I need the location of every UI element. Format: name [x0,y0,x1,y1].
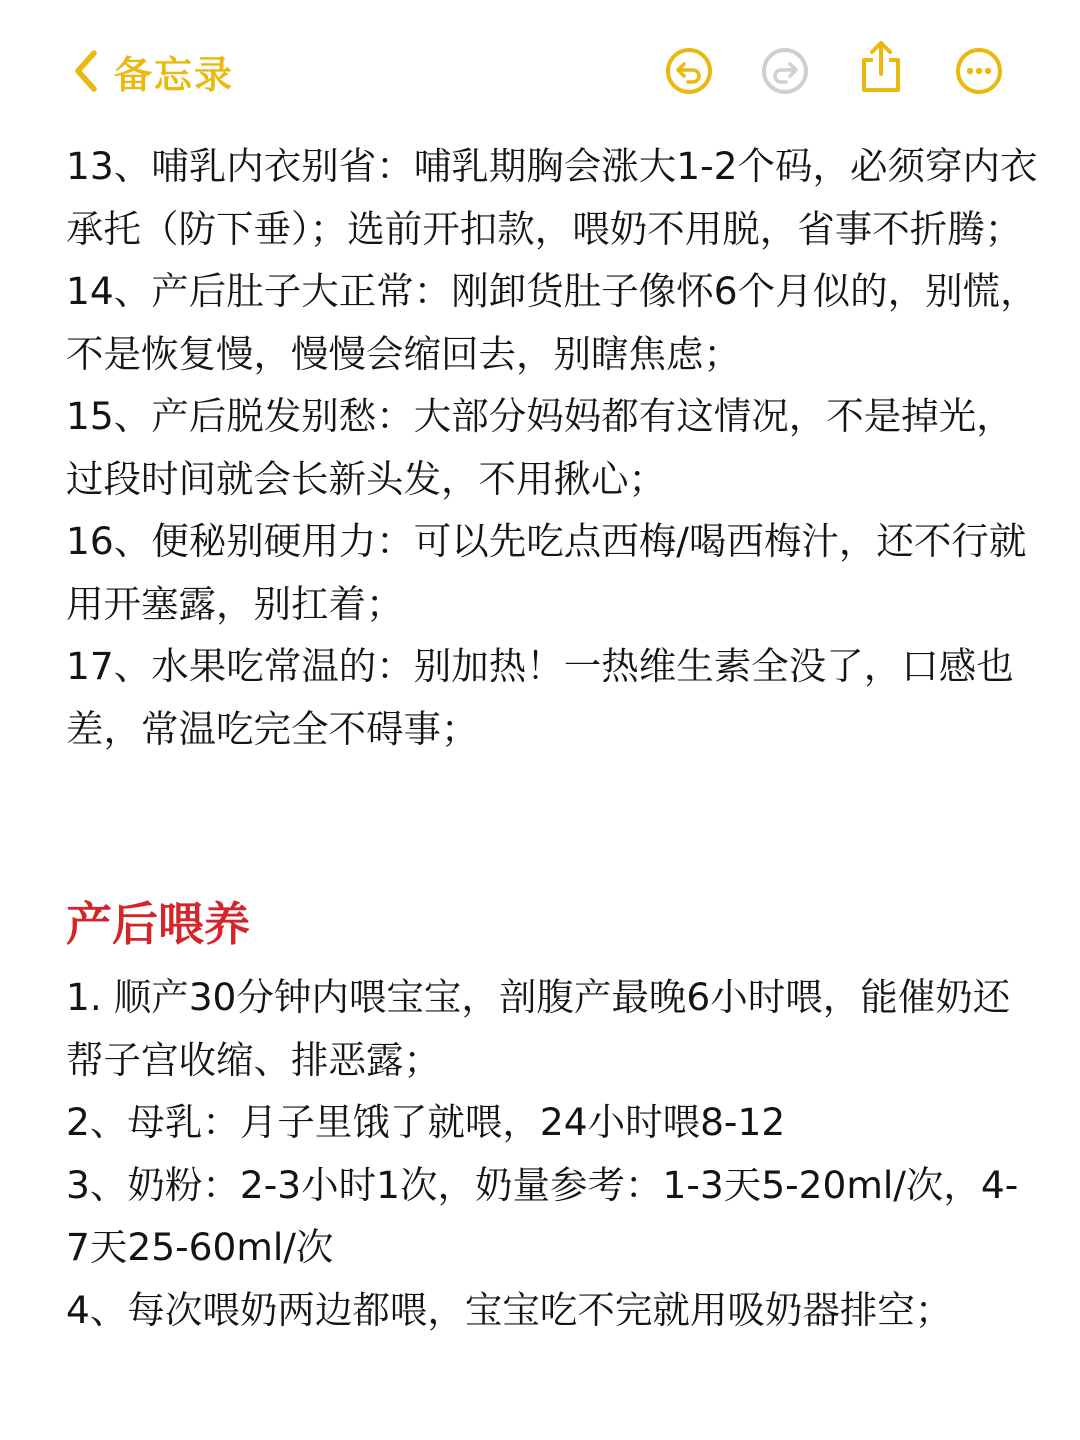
redo-icon[interactable] [760,46,810,96]
note-item-15: 15、产后脱发别愁：大部分妈妈都有这情况，不是掉光，过段时间就会长新头发，不用揪心； [66,394,1014,501]
section-heading: 产后喂养 [66,897,250,951]
chevron-left-icon [72,49,100,93]
more-icon[interactable] [954,46,1004,96]
note-body-top[interactable] [66,135,1041,760]
note-item-14: 14、产后肚子大正常：刚卸货肚子像怀6个月似的，别慌，不是恢复慢，慢慢会缩回去，别瞎焦虑； [66,269,1038,376]
note-body-bottom[interactable] [66,966,1041,1341]
note-item-17: 17、水果吃常温的：别加热！一热维生素全没了，口感也差，常温吃完全不碍事； [66,644,1014,751]
feeding-item-1: 1. 顺产30分钟内喂宝宝，剖腹产最晚6小时喂，能催奶还帮子宫收缩、排恶露； [66,975,1011,1082]
back-label: 备忘录 [114,52,235,97]
share-icon[interactable] [856,40,906,96]
back-button[interactable] [72,44,234,98]
feeding-item-3: 3、奶粉：2-3小时1次，奶量参考：1-3天5-20ml/次，4-7天25-60ml/次 [66,1162,1019,1269]
feeding-item-4: 4、每次喂奶两边都喂，宝宝吃不完就用吸奶器排空； [66,1287,953,1332]
feeding-item-2: 2、母乳：月子里饿了就喂，24小时喂8-12 [66,1100,786,1144]
navigation-bar [0,0,1080,130]
note-item-16: 16、便秘别硬用力：可以先吃点西梅/喝西梅汁，还不行就用开塞露，别扛着； [66,519,1027,626]
note-item-13: 13、哺乳内衣别省：哺乳期胸会涨大1-2个码，必须穿内衣承托（防下垂）；选前开扣款，喂奶不用脱，省事不折腾； [66,144,1038,251]
undo-icon[interactable] [664,46,714,96]
